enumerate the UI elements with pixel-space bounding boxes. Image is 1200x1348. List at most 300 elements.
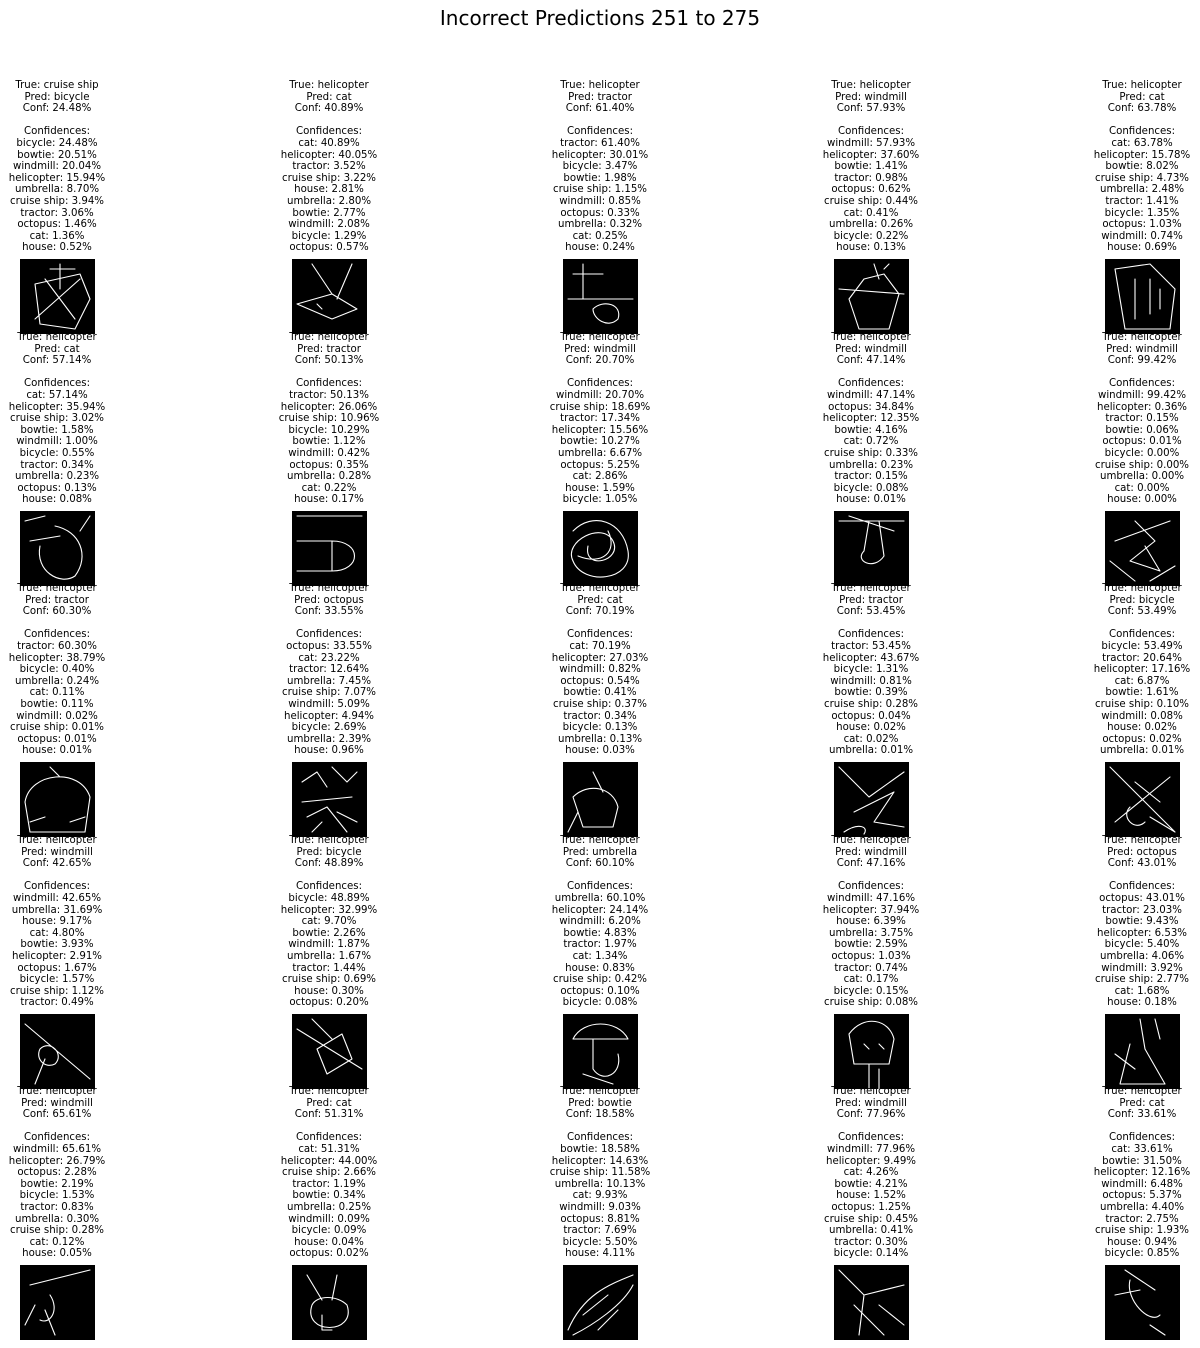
confidence-entry: octopus: 0.35% xyxy=(289,459,369,471)
confidence-entry: helicopter: 9.49% xyxy=(826,1155,916,1167)
confidence-entry: umbrella: 1.67% xyxy=(286,950,372,962)
confidence-entry: cruise ship: 0.37% xyxy=(553,698,647,710)
confidence-entry: cat: 70.19% xyxy=(569,640,631,652)
prediction-panel xyxy=(485,80,715,254)
prediction-panel xyxy=(0,332,172,506)
confidence-entry: windmill: 47.14% xyxy=(826,389,916,401)
true-label: True: helicopter xyxy=(831,583,911,594)
pred-label: Pred: cat xyxy=(1119,1097,1165,1109)
confidences-heading: Confidences: xyxy=(566,378,634,390)
conf-label: Conf: 63.78% xyxy=(1107,103,1177,115)
confidence-entry: bowtie: 1.61% xyxy=(1105,687,1179,699)
confidences-heading: Confidences: xyxy=(837,126,905,138)
true-label: True: helicopter xyxy=(17,332,97,343)
confidence-entry: octopus: 0.02% xyxy=(1102,733,1182,745)
confidence-entry: house: 1.59% xyxy=(565,482,635,494)
pred-label: Pred: tractor xyxy=(297,343,361,355)
confidence-entry: helicopter: 12.16% xyxy=(1093,1167,1191,1179)
conf-label: Conf: 61.40% xyxy=(565,103,635,115)
confidence-entry: octopus: 0.54% xyxy=(560,675,640,687)
confidence-entry: bicycle: 0.55% xyxy=(19,447,95,459)
confidence-entry: tractor: 0.15% xyxy=(1105,413,1179,425)
confidences-heading: Confidences: xyxy=(295,1132,363,1144)
true-label: True: helicopter xyxy=(289,583,369,594)
confidence-entry: cruise ship: 2.66% xyxy=(282,1167,376,1179)
confidence-entry: cruise ship: 1.15% xyxy=(553,184,647,196)
sketch-image xyxy=(563,511,638,586)
confidence-entry: umbrella: 0.01% xyxy=(828,745,914,757)
confidences-heading: Confidences: xyxy=(566,126,634,138)
confidence-entry: umbrella: 7.45% xyxy=(286,675,372,687)
confidence-entry: cat: 9.70% xyxy=(301,916,357,928)
confidence-entry: house: 0.94% xyxy=(1107,1236,1177,1248)
confidence-entry: tractor: 1.97% xyxy=(563,939,637,951)
confidence-entry: cat: 2.86% xyxy=(572,471,628,483)
confidence-entry: umbrella: 60.10% xyxy=(554,892,646,904)
confidence-entry: bicycle: 48.89% xyxy=(288,892,370,904)
confidences-heading: Confidences: xyxy=(1108,378,1176,390)
prediction-panel xyxy=(756,1086,986,1260)
confidence-entry: helicopter: 24.14% xyxy=(551,904,649,916)
confidence-entry: house: 0.52% xyxy=(22,242,92,254)
confidence-entry: tractor: 12.64% xyxy=(289,664,369,676)
confidence-entry: bicycle: 2.69% xyxy=(291,722,367,734)
confidence-entry: windmill: 42.65% xyxy=(12,892,102,904)
confidence-entry: windmill: 77.96% xyxy=(826,1143,916,1155)
confidence-entry: cat: 0.41% xyxy=(843,207,899,219)
confidence-entry: helicopter: 27.03% xyxy=(551,652,649,664)
confidence-entry: tractor: 0.83% xyxy=(20,1201,94,1213)
confidence-entry: cruise ship: 3.02% xyxy=(10,413,104,425)
confidence-entry: house: 0.83% xyxy=(565,962,635,974)
confidence-entry: cat: 1.36% xyxy=(29,230,85,242)
confidence-entry: tractor: 2.75% xyxy=(1105,1213,1179,1225)
confidence-entry: cruise ship: 7.07% xyxy=(282,687,376,699)
true-label: True: helicopter xyxy=(560,583,640,594)
confidence-entry: helicopter: 4.94% xyxy=(284,710,374,722)
confidences-heading: Confidences: xyxy=(837,881,905,893)
confidence-entry: house: 9.17% xyxy=(22,916,92,928)
pred-label: Pred: bicycle xyxy=(296,846,362,858)
confidence-entry: bicycle: 0.08% xyxy=(833,482,909,494)
confidence-entry: helicopter: 40.05% xyxy=(280,149,378,161)
true-label: True: helicopter xyxy=(560,1086,640,1097)
confidence-entry: bowtie: 1.12% xyxy=(292,436,366,448)
conf-label: Conf: 50.13% xyxy=(294,355,364,367)
confidence-entry: umbrella: 8.70% xyxy=(14,184,100,196)
confidence-entry: bowtie: 0.34% xyxy=(292,1190,366,1202)
prediction-panel xyxy=(756,80,986,254)
confidence-entry: helicopter: 15.56% xyxy=(551,424,649,436)
conf-label: Conf: 43.01% xyxy=(1107,858,1177,870)
conf-label: Conf: 57.93% xyxy=(836,103,906,115)
confidence-entry: umbrella: 31.69% xyxy=(11,904,103,916)
confidence-entry: cruise ship: 0.45% xyxy=(824,1213,918,1225)
confidence-entry: bowtie: 31.50% xyxy=(1102,1155,1182,1167)
sketch-image xyxy=(563,1014,638,1089)
confidence-entry: house: 0.08% xyxy=(22,494,92,506)
confidence-entry: cat: 0.22% xyxy=(301,482,357,494)
confidence-entry: cruise ship: 11.58% xyxy=(549,1167,651,1179)
confidence-entry: bicycle: 0.14% xyxy=(833,1248,909,1260)
sketch-image xyxy=(292,1265,367,1340)
confidence-entry: tractor: 1.44% xyxy=(292,962,366,974)
confidence-entry: house: 0.17% xyxy=(294,494,364,506)
conf-label: Conf: 47.14% xyxy=(836,355,906,367)
confidence-entry: umbrella: 6.67% xyxy=(557,447,643,459)
confidence-entry: helicopter: 15.78% xyxy=(1093,149,1191,161)
confidence-entry: helicopter: 15.94% xyxy=(8,172,106,184)
confidence-entry: house: 0.13% xyxy=(836,242,906,254)
prediction-panel xyxy=(214,835,444,1009)
confidence-entry: octopus: 0.04% xyxy=(831,710,911,722)
confidences-heading: Confidences: xyxy=(23,378,91,390)
confidence-entry: bicycle: 0.00% xyxy=(1104,447,1180,459)
confidence-entry: cat: 0.02% xyxy=(843,733,899,745)
confidence-entry: helicopter: 6.53% xyxy=(1097,927,1187,939)
confidence-entry: cat: 0.11% xyxy=(29,687,85,699)
confidence-entry: tractor: 53.45% xyxy=(831,640,911,652)
confidence-entry: windmill: 57.93% xyxy=(826,137,916,149)
confidence-entry: cat: 0.17% xyxy=(843,974,899,986)
pred-label: Pred: windmill xyxy=(21,1097,93,1109)
confidence-entry: windmill: 2.08% xyxy=(288,219,370,231)
conf-label: Conf: 51.31% xyxy=(294,1109,364,1121)
confidences-heading: Confidences: xyxy=(23,629,91,641)
prediction-panel xyxy=(756,332,986,506)
confidence-entry: helicopter: 30.01% xyxy=(551,149,649,161)
conf-label: Conf: 24.48% xyxy=(22,103,92,115)
conf-label: Conf: 18.58% xyxy=(565,1109,635,1121)
sketch-image xyxy=(292,259,367,334)
conf-label: Conf: 60.10% xyxy=(565,858,635,870)
confidence-entry: cat: 57.14% xyxy=(26,389,88,401)
confidence-entry: bicycle: 0.40% xyxy=(19,664,95,676)
pred-label: Pred: bicycle xyxy=(24,91,90,103)
confidence-entry: bicycle: 1.35% xyxy=(1104,207,1180,219)
confidences-heading: Confidences: xyxy=(295,378,363,390)
confidence-entry: octopus: 0.20% xyxy=(289,997,369,1009)
confidences-heading: Confidences: xyxy=(295,629,363,641)
confidence-entry: octopus: 1.03% xyxy=(1102,219,1182,231)
confidence-entry: cruise ship: 0.28% xyxy=(824,698,918,710)
confidence-entry: cat: 1.34% xyxy=(572,950,628,962)
sketch-image xyxy=(563,762,638,837)
confidence-entry: cruise ship: 10.96% xyxy=(278,413,380,425)
sketch-image xyxy=(563,1265,638,1340)
conf-label: Conf: 40.89% xyxy=(294,103,364,115)
confidence-entry: octopus: 0.02% xyxy=(289,1248,369,1260)
confidence-entry: cruise ship: 0.08% xyxy=(824,997,918,1009)
prediction-panel xyxy=(1027,1086,1200,1260)
sketch-image xyxy=(1105,1265,1180,1340)
confidence-entry: windmill: 0.42% xyxy=(288,447,370,459)
confidences-heading: Confidences: xyxy=(23,126,91,138)
confidence-entry: helicopter: 0.36% xyxy=(1097,401,1187,413)
figure-title: Incorrect Predictions 251 to 275 xyxy=(439,6,761,30)
confidence-entry: umbrella: 0.26% xyxy=(828,219,914,231)
prediction-panel xyxy=(1027,80,1200,254)
confidence-entry: tractor: 7.69% xyxy=(563,1225,637,1237)
confidence-entry: helicopter: 43.67% xyxy=(822,652,920,664)
conf-label: Conf: 47.16% xyxy=(836,858,906,870)
confidences-heading: Confidences: xyxy=(23,881,91,893)
confidence-entry: tractor: 20.64% xyxy=(1102,652,1182,664)
confidence-entry: tractor: 60.30% xyxy=(17,640,97,652)
prediction-panel xyxy=(0,1086,172,1260)
confidence-entry: cruise ship: 0.42% xyxy=(553,974,647,986)
confidence-entry: cat: 0.25% xyxy=(572,230,628,242)
confidence-entry: bowtie: 0.06% xyxy=(1105,424,1179,436)
confidence-entry: bowtie: 2.19% xyxy=(20,1178,94,1190)
confidence-entry: octopus: 2.28% xyxy=(17,1167,97,1179)
sketch-image xyxy=(834,259,909,334)
pred-label: Pred: umbrella xyxy=(562,846,638,858)
confidences-heading: Confidences: xyxy=(23,1132,91,1144)
confidence-entry: octopus: 0.01% xyxy=(1102,436,1182,448)
prediction-panel xyxy=(214,332,444,506)
confidence-entry: bicycle: 1.53% xyxy=(19,1190,95,1202)
confidence-entry: tractor: 50.13% xyxy=(289,389,369,401)
sketch-image xyxy=(292,511,367,586)
prediction-panel xyxy=(485,332,715,506)
confidence-entry: bicycle: 24.48% xyxy=(16,137,98,149)
true-label: True: helicopter xyxy=(560,332,640,343)
sketch-image xyxy=(1105,511,1180,586)
prediction-panel xyxy=(1027,835,1200,1009)
confidence-entry: octopus: 0.13% xyxy=(17,482,97,494)
pred-label: Pred: windmill xyxy=(835,846,907,858)
confidence-entry: tractor: 0.34% xyxy=(563,710,637,722)
confidence-entry: cruise ship: 18.69% xyxy=(549,401,651,413)
confidence-entry: umbrella: 10.13% xyxy=(554,1178,646,1190)
confidence-entry: umbrella: 3.75% xyxy=(828,927,914,939)
confidence-entry: bicycle: 0.85% xyxy=(1104,1248,1180,1260)
confidence-entry: windmill: 20.04% xyxy=(12,161,102,173)
confidence-entry: windmill: 6.20% xyxy=(559,916,641,928)
pred-label: Pred: windmill xyxy=(835,1097,907,1109)
sketch-image xyxy=(1105,1014,1180,1089)
confidence-entry: house: 0.02% xyxy=(1107,722,1177,734)
conf-label: Conf: 77.96% xyxy=(836,1109,906,1121)
confidence-entry: tractor: 0.98% xyxy=(834,172,908,184)
confidence-entry: windmill: 65.61% xyxy=(12,1143,102,1155)
confidence-entry: helicopter: 26.06% xyxy=(280,401,378,413)
confidence-entry: cruise ship: 0.44% xyxy=(824,195,918,207)
confidence-entry: windmill: 99.42% xyxy=(1097,389,1187,401)
confidence-entry: octopus: 0.62% xyxy=(831,184,911,196)
confidence-entry: octopus: 1.25% xyxy=(831,1201,911,1213)
confidence-entry: cat: 4.26% xyxy=(843,1167,899,1179)
pred-label: Pred: windmill xyxy=(835,343,907,355)
confidence-entry: tractor: 0.15% xyxy=(834,471,908,483)
confidence-entry: umbrella: 0.32% xyxy=(557,219,643,231)
confidence-entry: house: 0.18% xyxy=(1107,997,1177,1009)
conf-label: Conf: 33.61% xyxy=(1107,1109,1177,1121)
pred-label: Pred: windmill xyxy=(564,343,636,355)
confidence-entry: windmill: 0.74% xyxy=(1101,230,1183,242)
confidence-entry: octopus: 5.37% xyxy=(1102,1190,1182,1202)
true-label: True: helicopter xyxy=(560,80,640,91)
prediction-panel xyxy=(1027,332,1200,506)
confidences-heading: Confidences: xyxy=(837,378,905,390)
confidence-entry: cruise ship: 0.33% xyxy=(824,447,918,459)
confidence-entry: house: 0.05% xyxy=(22,1248,92,1260)
confidence-entry: bowtie: 4.21% xyxy=(834,1178,908,1190)
conf-label: Conf: 53.45% xyxy=(836,606,906,618)
confidence-entry: cat: 4.80% xyxy=(29,927,85,939)
pred-label: Pred: cat xyxy=(34,343,80,355)
confidence-entry: bowtie: 2.59% xyxy=(834,939,908,951)
true-label: True: cruise ship xyxy=(15,80,99,91)
confidence-entry: windmill: 1.87% xyxy=(288,939,370,951)
confidence-entry: umbrella: 4.40% xyxy=(1099,1201,1185,1213)
confidence-entry: tractor: 3.52% xyxy=(292,161,366,173)
sketch-image xyxy=(1105,259,1180,334)
confidence-entry: bowtie: 1.98% xyxy=(563,172,637,184)
confidence-entry: umbrella: 0.23% xyxy=(14,471,100,483)
confidence-entry: bicycle: 0.13% xyxy=(562,722,638,734)
confidences-heading: Confidences: xyxy=(1108,881,1176,893)
conf-label: Conf: 99.42% xyxy=(1107,355,1177,367)
confidence-entry: house: 0.00% xyxy=(1107,494,1177,506)
confidence-entry: cruise ship: 0.69% xyxy=(282,974,376,986)
prediction-panel xyxy=(0,835,172,1009)
sketch-image xyxy=(20,1014,95,1089)
pred-label: Pred: cat xyxy=(306,91,352,103)
confidence-entry: house: 0.02% xyxy=(836,722,906,734)
confidence-entry: cat: 51.31% xyxy=(298,1143,360,1155)
true-label: True: helicopter xyxy=(831,835,911,846)
confidences-heading: Confidences: xyxy=(837,1132,905,1144)
confidence-entry: octopus: 43.01% xyxy=(1099,892,1185,904)
prediction-panel xyxy=(0,583,172,757)
confidence-entry: octopus: 1.67% xyxy=(17,962,97,974)
confidence-entry: bicycle: 5.40% xyxy=(1104,939,1180,951)
confidence-entry: bicycle: 1.31% xyxy=(833,664,909,676)
confidence-entry: umbrella: 0.41% xyxy=(828,1225,914,1237)
confidence-entry: umbrella: 0.24% xyxy=(14,675,100,687)
prediction-panel xyxy=(485,835,715,1009)
confidence-entry: tractor: 0.74% xyxy=(834,962,908,974)
confidence-entry: bowtie: 8.02% xyxy=(1105,161,1179,173)
true-label: True: helicopter xyxy=(17,583,97,594)
confidence-entry: house: 1.52% xyxy=(836,1190,906,1202)
confidences-heading: Confidences: xyxy=(1108,126,1176,138)
confidence-entry: bowtie: 0.39% xyxy=(834,687,908,699)
sketch-image xyxy=(834,511,909,586)
confidences-heading: Confidences: xyxy=(566,1132,634,1144)
confidence-entry: bowtie: 20.51% xyxy=(17,149,97,161)
confidence-entry: umbrella: 0.25% xyxy=(286,1201,372,1213)
confidence-entry: octopus: 0.33% xyxy=(560,207,640,219)
confidences-heading: Confidences: xyxy=(1108,629,1176,641)
conf-label: Conf: 70.19% xyxy=(565,606,635,618)
confidence-entry: cruise ship: 1.93% xyxy=(1095,1225,1189,1237)
confidence-entry: helicopter: 17.16% xyxy=(1093,664,1191,676)
confidence-entry: bowtie: 1.41% xyxy=(834,161,908,173)
confidence-entry: cat: 63.78% xyxy=(1111,137,1173,149)
pred-label: Pred: windmill xyxy=(21,846,93,858)
confidence-entry: helicopter: 44.00% xyxy=(280,1155,378,1167)
confidence-entry: tractor: 0.34% xyxy=(20,459,94,471)
confidence-entry: bicycle: 1.05% xyxy=(562,494,638,506)
confidence-entry: helicopter: 26.79% xyxy=(8,1155,106,1167)
pred-label: Pred: tractor xyxy=(839,594,903,606)
true-label: True: helicopter xyxy=(289,835,369,846)
confidence-entry: octopus: 0.01% xyxy=(17,733,97,745)
conf-label: Conf: 60.30% xyxy=(22,606,92,618)
confidence-entry: house: 0.01% xyxy=(836,494,906,506)
confidences-heading: Confidences: xyxy=(566,629,634,641)
confidence-entry: bicycle: 10.29% xyxy=(288,424,370,436)
pred-label: Pred: octopus xyxy=(294,594,364,606)
confidence-entry: house: 0.04% xyxy=(294,1236,364,1248)
confidence-entry: bicycle: 53.49% xyxy=(1101,640,1183,652)
confidence-entry: windmill: 47.16% xyxy=(826,892,916,904)
sketch-image xyxy=(20,259,95,334)
confidence-entry: bowtie: 0.41% xyxy=(563,687,637,699)
true-label: True: helicopter xyxy=(289,332,369,343)
pred-label: Pred: windmill xyxy=(1106,343,1178,355)
conf-label: Conf: 57.14% xyxy=(22,355,92,367)
confidence-entry: tractor: 3.06% xyxy=(20,207,94,219)
true-label: True: helicopter xyxy=(289,80,369,91)
confidence-entry: umbrella: 0.01% xyxy=(1099,745,1185,757)
confidence-entry: cat: 0.72% xyxy=(843,436,899,448)
confidence-entry: tractor: 0.30% xyxy=(834,1236,908,1248)
conf-label: Conf: 53.49% xyxy=(1107,606,1177,618)
confidence-entry: windmill: 9.03% xyxy=(559,1201,641,1213)
confidence-entry: cruise ship: 3.22% xyxy=(282,172,376,184)
confidence-entry: bicycle: 5.50% xyxy=(562,1236,638,1248)
confidence-entry: bicycle: 0.15% xyxy=(833,985,909,997)
confidence-entry: cat: 1.68% xyxy=(1114,985,1170,997)
confidence-entry: cruise ship: 2.77% xyxy=(1095,974,1189,986)
confidence-entry: bowtie: 2.26% xyxy=(292,927,366,939)
confidence-entry: umbrella: 4.06% xyxy=(1099,950,1185,962)
confidence-entry: helicopter: 12.35% xyxy=(822,413,920,425)
sketch-image xyxy=(292,1014,367,1089)
confidence-entry: tractor: 17.34% xyxy=(560,413,640,425)
true-label: True: helicopter xyxy=(289,1086,369,1097)
confidence-entry: windmill: 1.00% xyxy=(16,436,98,448)
sketch-image xyxy=(834,762,909,837)
confidence-entry: house: 4.11% xyxy=(565,1248,635,1260)
confidence-entry: house: 0.96% xyxy=(294,745,364,757)
confidence-entry: bowtie: 10.27% xyxy=(560,436,640,448)
confidences-heading: Confidences: xyxy=(566,881,634,893)
confidence-entry: tractor: 1.19% xyxy=(292,1178,366,1190)
confidence-entry: bowtie: 3.93% xyxy=(20,939,94,951)
confidence-entry: windmill: 0.85% xyxy=(559,195,641,207)
confidence-entry: helicopter: 35.94% xyxy=(8,401,106,413)
confidence-entry: octopus: 34.84% xyxy=(828,401,914,413)
pred-label: Pred: windmill xyxy=(835,91,907,103)
confidence-entry: bicycle: 0.08% xyxy=(562,997,638,1009)
prediction-panel xyxy=(1027,583,1200,757)
confidence-entry: umbrella: 2.48% xyxy=(1099,184,1185,196)
confidence-entry: bowtie: 0.11% xyxy=(20,698,94,710)
confidence-entry: umbrella: 0.23% xyxy=(828,459,914,471)
confidence-entry: house: 0.01% xyxy=(22,745,92,757)
confidence-entry: cat: 0.12% xyxy=(29,1236,85,1248)
sketch-image xyxy=(1105,762,1180,837)
confidence-entry: bicycle: 3.47% xyxy=(562,161,638,173)
true-label: True: helicopter xyxy=(1102,332,1182,343)
confidence-entry: cat: 23.22% xyxy=(298,652,360,664)
true-label: True: helicopter xyxy=(1102,80,1182,91)
